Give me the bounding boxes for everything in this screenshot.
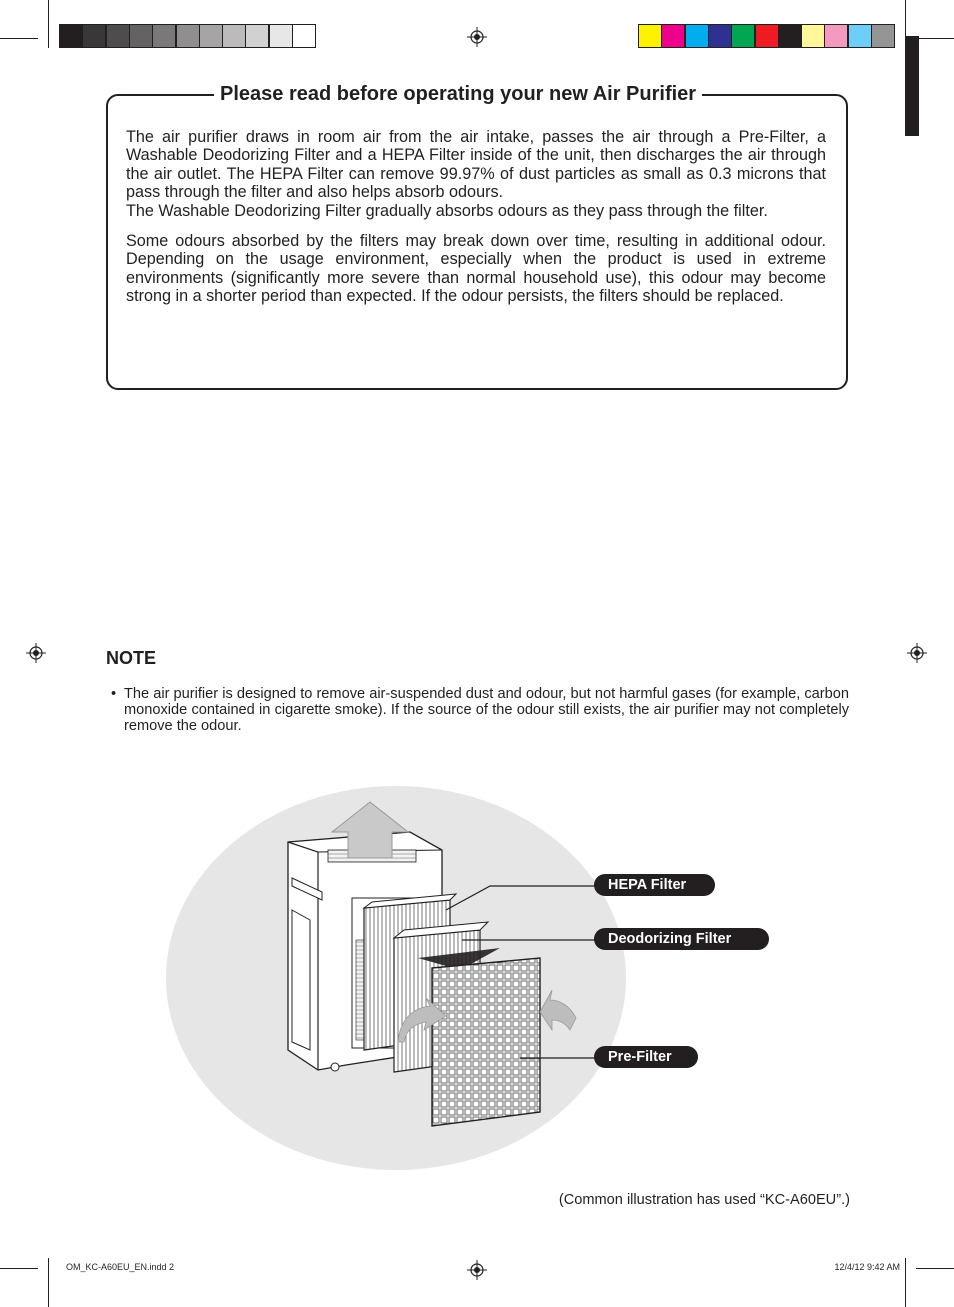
pre-filter bbox=[432, 958, 540, 1126]
note-bullet: • bbox=[111, 686, 117, 702]
registration-mark-icon bbox=[907, 643, 927, 663]
note-item: The air purifier is designed to remove air-suspended dust and odour, but not harmful gases (for example, carbon monoxide contained in cigarette smoke). If the source of the odour still exists, the air purifier may not completely remove the odour. bbox=[124, 686, 849, 734]
process-color-swatch bbox=[755, 24, 779, 48]
process-color-swatch bbox=[731, 24, 755, 48]
grayscale-swatch bbox=[292, 24, 316, 48]
process-color-swatch bbox=[708, 24, 732, 48]
side-tab-marker bbox=[905, 36, 919, 136]
grayscale-swatch bbox=[82, 24, 106, 48]
footer-filename: OM_KC-A60EU_EN.indd 2 bbox=[66, 1262, 175, 1272]
footer-datetime: 12/4/12 9:42 AM bbox=[834, 1262, 900, 1272]
notice-paragraph: The air purifier draws in room air from the air intake, passes the air through a Pre-Filter, a Washable Deodorizing Filter and a HEPA Filter inside of the unit, then discharges the air through the air outlet. The HEPA Filter can remove 99.97% of dust particles as small as 0.3 microns that pass through the filter and also helps absorb odours. bbox=[126, 128, 826, 202]
deodorizing-filter-label: Deodorizing Filter bbox=[594, 928, 769, 950]
registration-mark-icon bbox=[26, 643, 46, 663]
hepa-filter-label: HEPA Filter bbox=[594, 874, 715, 896]
process-color-swatch bbox=[661, 24, 685, 48]
process-color-swatch bbox=[848, 24, 872, 48]
process-color-swatch bbox=[871, 24, 895, 48]
grayscale-swatch bbox=[269, 24, 293, 48]
grayscale-swatch bbox=[106, 24, 130, 48]
process-color-swatch bbox=[801, 24, 825, 48]
grayscale-swatch bbox=[129, 24, 153, 48]
process-color-swatch bbox=[778, 24, 802, 48]
grayscale-swatch bbox=[222, 24, 246, 48]
process-color-swatch bbox=[638, 24, 662, 48]
grayscale-swatch bbox=[152, 24, 176, 48]
pre-filter-label: Pre-Filter bbox=[594, 1046, 698, 1068]
notice-paragraph: The Washable Deodorizing Filter gradually absorbs odours as they pass through the filter. bbox=[126, 201, 768, 220]
notice-title: Please read before operating your new Air Purifier bbox=[214, 82, 702, 106]
notice-body bbox=[126, 128, 826, 306]
air-purifier-illustration bbox=[160, 780, 780, 1180]
notice-paragraph: Some odours absorbed by the filters may break down over time, resulting in additional odour. Depending on the usage environment, especially when the product is used in extreme environments (significantly more severe than normal household use), this odour may become strong in a shorter period than expected. If the odour persists, the filters should be replaced. bbox=[126, 232, 826, 306]
note-heading: NOTE bbox=[106, 648, 157, 668]
grayscale-swatch bbox=[199, 24, 223, 48]
process-color-swatch bbox=[824, 24, 848, 48]
grayscale-swatch bbox=[176, 24, 200, 48]
illustration-caption: (Common illustration has used “KC-A60EU”.) bbox=[558, 1192, 850, 1208]
registration-mark-icon bbox=[467, 1260, 487, 1280]
grayscale-swatch bbox=[245, 24, 269, 48]
grayscale-swatch bbox=[59, 24, 83, 48]
process-color-swatch bbox=[685, 24, 709, 48]
registration-mark-icon bbox=[467, 27, 487, 47]
